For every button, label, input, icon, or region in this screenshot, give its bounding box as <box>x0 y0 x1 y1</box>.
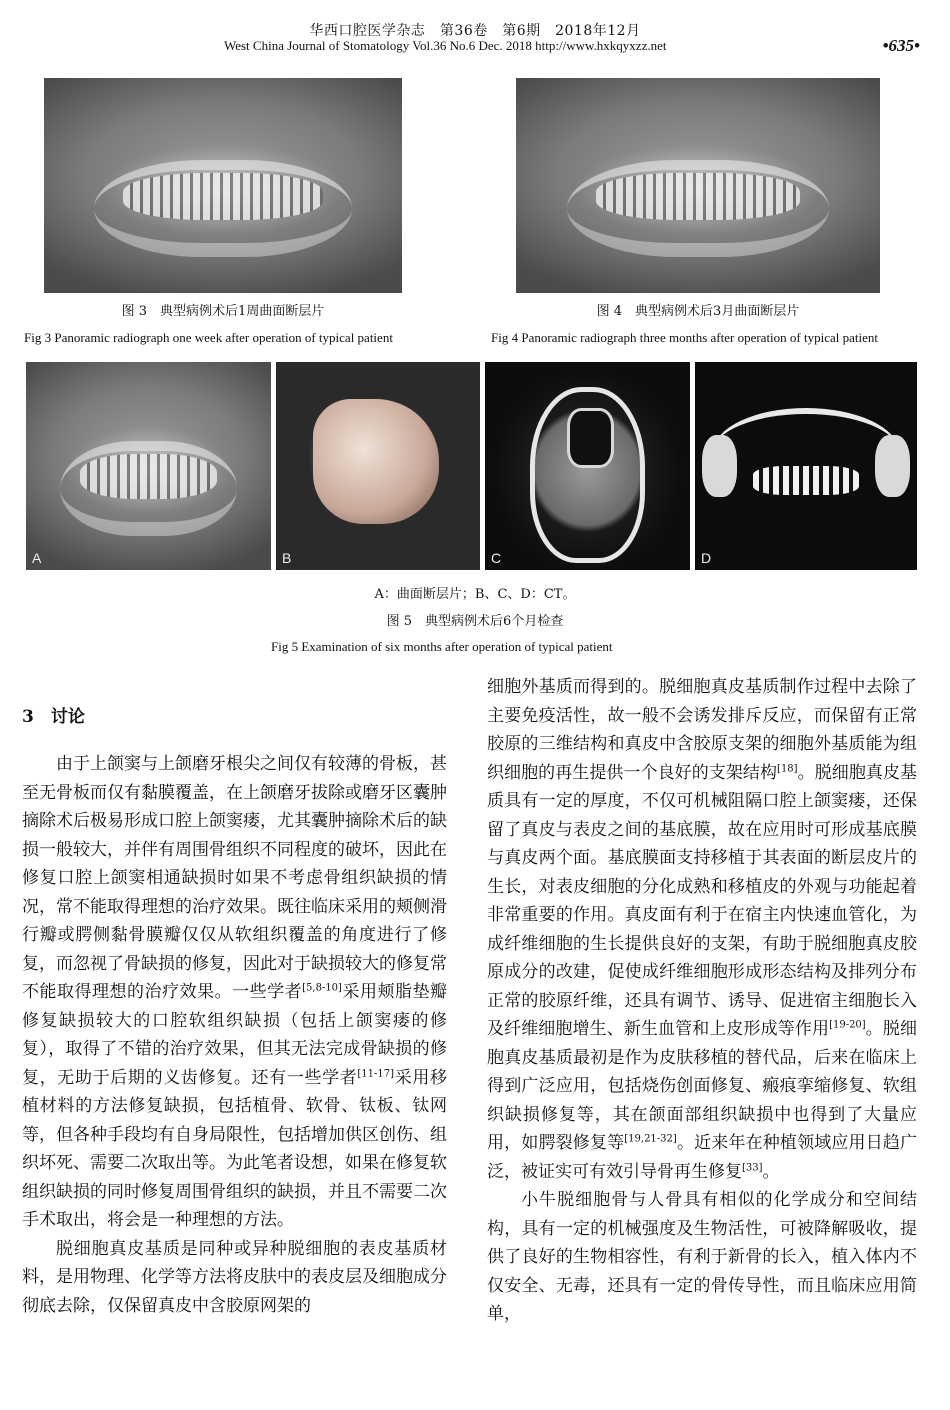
section-heading: 3 讨论 <box>22 707 85 727</box>
citation: [19,21-32] <box>624 1133 677 1145</box>
panel-label-d: D <box>701 550 712 566</box>
left-column <box>22 750 447 1320</box>
fig5-panel-b-image <box>276 362 480 570</box>
page-number: •635• <box>882 36 920 55</box>
journal-title-cn: 华西口腔医学杂志 第36卷 第6期 2018年12月 <box>309 23 641 39</box>
left-paragraph-2: 脱细胞真皮基质是同种或异种脱细胞的表皮基质材料，是用物理、化学等方法将皮肤中的表皮层及细胞成分彻底去除，仅保留真皮中含胶原网架的 <box>22 1238 447 1316</box>
running-header <box>0 0 950 62</box>
citation: [33] <box>742 1161 763 1173</box>
fig5-caption-cn: 图 5 典型病例术后6个月检查 <box>386 614 564 629</box>
citation: [5,8-10] <box>302 982 342 994</box>
fig5-legend: A：曲面断层片；B、C、D：CT。 <box>374 587 576 602</box>
fig3-panoramic-image <box>44 78 402 293</box>
fig4-panoramic-image <box>516 78 880 293</box>
fig3-caption-cn: 图 3 典型病例术后1周曲面断层片 <box>121 304 325 319</box>
fig5-panel-d-image <box>695 362 917 570</box>
right-column <box>487 673 917 1329</box>
right-paragraph-1: 细胞外基质而得到的。脱细胞真皮基质制作过程中去除了主要免疫活性，故一般不会诱发排斥反应，而保留有正常胶原的三维结构和真皮中含胶原支架的细胞外基质能为组织细胞的再生提供一个良好的支架结构[18]。脱细胞真皮基质具有一定的厚度，不仅可机械阻隔口腔上颌窦瘘，还保留了真皮与表皮之间的基底膜，故在应用时可形成基底膜与真皮两个面。基底膜面支持移植于其表面的断层皮片的生长，对表皮细胞的分化成熟和移植皮的外观与功能起着非常重要的作用。真皮面有利于在宿主内快速血管化，为成纤维细胞的生长提供良好的支架，有助于脱细胞真皮胶原成分的改建，促使成纤维细胞形成形态结构及排列分布正常的胶原纤维，还具有调节、诱导、促进宿主细胞长入及纤维细胞增生、新生血管和上皮形成等作用[19-20]。脱细胞真皮基质最初是作为皮肤移植的替代品，后来在临床上得到广泛应用，包括烧伤创面修复、瘢痕挛缩修复、软组织缺损修复等，其在颌面部组织缺损中也得到了大量应用，如腭裂修复等[19,21-32]。近来年在种植领域应用日趋广泛，被证实可有效引导骨再生修复[33]。 <box>487 677 918 1182</box>
citation: [18] <box>777 762 798 774</box>
panel-label-b: B <box>282 550 292 566</box>
fig5-caption-en: Fig 5 Examination of six months after operation of typical patient <box>271 639 613 654</box>
panel-label-a: A <box>32 550 42 566</box>
fig3-caption-en: Fig 3 Panoramic radiograph one week after operation of typical patient <box>24 330 393 345</box>
fig5-panel-a-image <box>26 362 271 570</box>
fig4-caption-cn: 图 4 典型病例术后3月曲面断层片 <box>596 304 800 319</box>
fig4-caption-en: Fig 4 Panoramic radiograph three months after operation of typical patient <box>491 330 878 345</box>
fig5-panel-c-image <box>485 362 690 570</box>
citation: [19-20] <box>829 1019 866 1031</box>
right-paragraph-2: 小牛脱细胞骨与人骨具有相似的化学成分和空间结构，具有一定的机械强度及生物活性，可被降解吸收，提供了良好的生物相容性，有利于新骨的长入，植入体内不仅安全、无毒，还具有一定的骨传导性，而且临床应用简单， <box>487 1190 917 1324</box>
citation: [11-17] <box>357 1067 395 1079</box>
left-paragraph-1: 由于上颌窦与上颌磨牙根尖之间仅有较薄的骨板，甚至无骨板而仅有黏膜覆盖，在上颌磨牙拔除或磨牙区囊肿摘除术后极易形成口腔上颌窦瘘，尤其囊肿摘除术后的缺损一般较大，并伴有周围骨组织不同程度的破坏，因此在修复口腔上颌窦相通缺损时如果不考虑骨组织缺损的情况，常不能取得理想的治疗效果。既往临床采用的颊侧滑行瓣或腭侧黏骨膜瓣仅仅从软组织覆盖的角度进行了修复，而忽视了骨缺损的修复，因此对于缺损较大的修复常不能取得理想的治疗效果。一些学者[5,8-10]采用颊脂垫瓣修复缺损较大的口腔软组织缺损（包括上颌窦瘘的修复），取得了不错的治疗效果，但其无法完成骨缺损的修复，无助于后期的义齿修复。还有一些学者[11-17]采用移植材料的方法修复缺损，包括植骨、软骨、钛板、钛网等，但各种手段均有自身局限性，包括增加供区创伤、组织坏死、需要二次取出等。为此笔者设想，如果在修复软组织缺损的同时修复周围骨组织的缺损，并且不需要二次手术取出，将会是一种理想的方法。 <box>22 754 448 1230</box>
panel-label-c: C <box>491 550 502 566</box>
journal-title-en: West China Journal of Stomatology Vol.36 No.6 Dec. 2018 http://www.hxkqyxzz.net <box>224 38 667 53</box>
